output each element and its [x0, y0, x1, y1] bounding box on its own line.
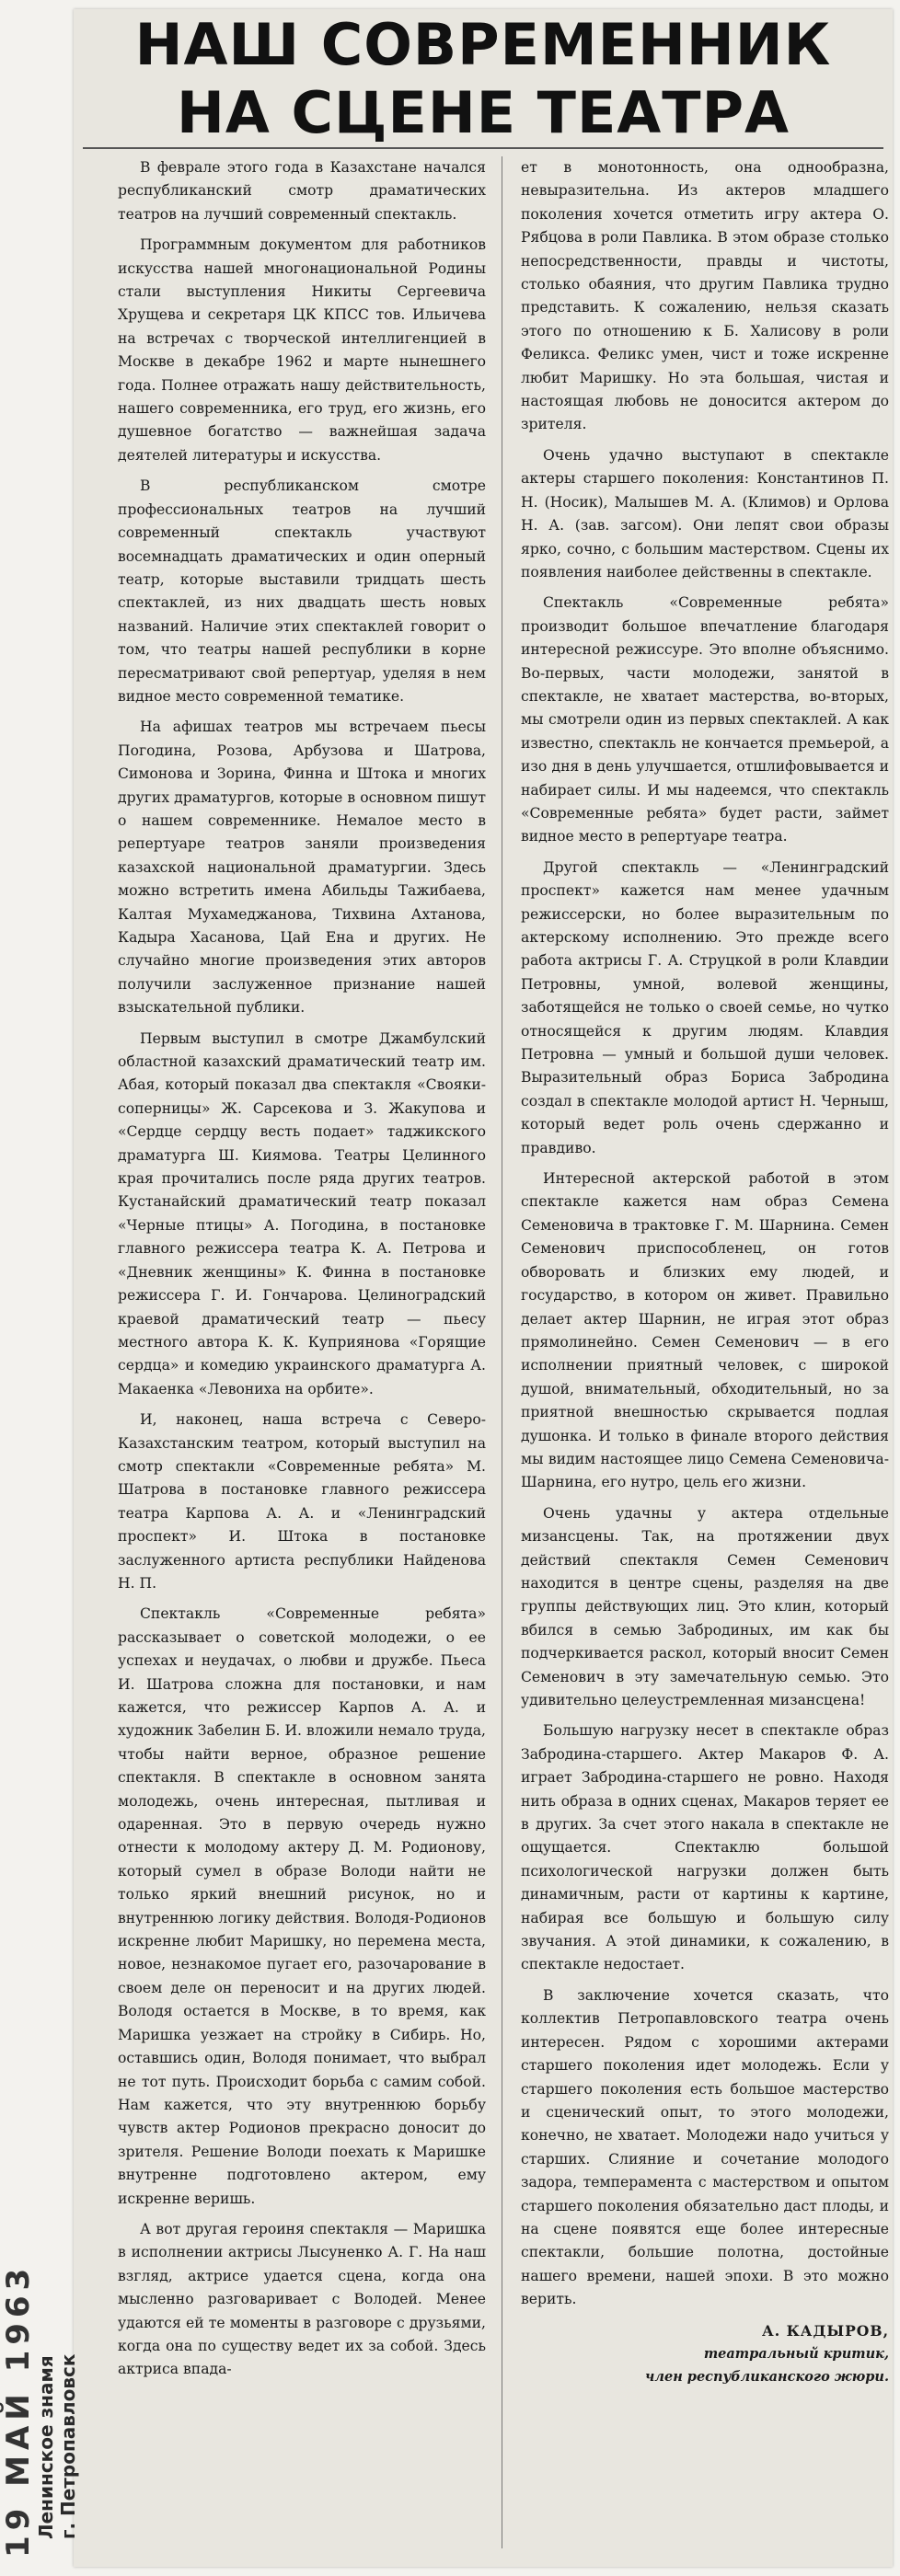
paragraph: А вот другая героиня спектакля — Маришка в исполнении актрисы Лысуненко А. Г. На наш взгляд, актрисе удается сцена, когда она мысленно разговаривает с Володей. Менее удаются ей те моменты в разговоре с друзьями, когда она по существу ведет их за собой. Здесь актриса впада- — [118, 2220, 486, 2378]
headline-line-2: НА СЦЕНЕ ТЕАТРА — [177, 79, 790, 146]
paragraph: Очень удачно выступают в спектакле актеры старшего поколения: Константинов П. Н. (Носик), Малышев М. А. (Климов) и Орлова Н. А. (зав. загсом). Они лепят свои образы ярко, сочно, с большим мастерством. Сцены их появления наиболее действенны в спектакле. — [521, 446, 889, 581]
author-role: театральный критик, — [703, 2345, 889, 2362]
newspaper-clipping — [74, 9, 893, 2567]
author-name: А. КАДЫРОВ, — [762, 2321, 889, 2340]
stamp-newspaper-name: Ленинское знамя — [35, 2355, 57, 2539]
headline-line-1: НАШ СОВРЕМЕННИК — [134, 11, 832, 78]
author-role: член республиканского жюри. — [644, 2369, 889, 2386]
library-stamp — [0, 1969, 79, 2558]
stamp-date: 19 МАЙ 1963 — [0, 2262, 37, 2558]
author-signature — [521, 2319, 889, 2389]
paragraph: В заключение хочется сказать, что коллектив Петропавловского театра очень интересен. Рядом с хорошими актерами старшего поколения идет молодежь. Если у старшего поколения есть большое мастерство и сценический опыт, то этого молодежи, конечно, не хватает. Молодежи надо учиться у старших. Слияние и сочетание молодого задора, темперамента с мастерством и опытом старшего поколения обязательно даст плоды, и на сцене появятся еще более интересные спектакли, большие полотна, достойные нашего времени, нашей эпохи. В это можно верить. — [521, 1986, 889, 2308]
article-column-1 — [118, 156, 486, 2389]
paragraph: ет в монотонность, она однообразна, невыразительна. Из актеров младшего поколения хочется отметить игру актера О. Рябцова в роли Павлика. В этом образе столько непосредственности, правды и чистоты, столько обаяния, что другим Павлика трудно представить. К сожалению, нельзя сказать этого по отношению к Б. Халисову в роли Феликса. Феликс умен, чист и тоже искренне любит Маришку. Но эта большая, чистая и настоящая любовь не доносится актером до зрителя. — [521, 159, 889, 433]
paragraph: Программным документом для работников искусства нашей многонациональной Родины стали выступления Никиты Сергеевича Хрущева и секретаря ЦК КПСС тов. Ильичева на встречах с творческой интеллигенцией в Москве в декабре 1962 и марте нынешнего года. Полнее отражать нашу действительность, нашего современника, его труд, его жизнь, его душевное богатство — важнейшая задача деятелей литературы и искусства. — [118, 236, 486, 464]
paragraph: Другой спектакль — «Ленинградский проспект» кажется нам менее удачным режиссерски, но более выразительным по актерскому исполнению. Это прежде всего работа актрисы Г. А. Струцкой в роли Клавдии Петровны, умной, волевой женщины, заботящейся не только о своей семье, но чутко относящейся к другим людям. Клавдия Петровна — умный и большой души человек. Выразительный образ Бориса Забродина создал в спектакле молодой артист Н. Черныш, который ведет роль очень сдержанно и правдиво. — [521, 858, 889, 1156]
headline-rule — [83, 147, 883, 149]
paragraph: Очень удачны у актера отдельные мизансцены. Так, на протяжении двух действий спектакля Семен Семенович находится в центре сцены, разделяя на две группы действующих лиц. Это клин, который вбился в семью Забродиных, им как бы подчеркивается раскол, который вносит Семен Семенович в эту замечательную семью. Это удивительно целеустремленная мизансцена! — [521, 1504, 889, 1708]
paragraph: Спектакль «Современные ребята» рассказывает о советской молодежи, о ее успехах и неудачах, о любви и дружбе. Пьеса И. Шатрова сложна для постановки, и нам кажется, что режиссер Карпов А. А. и художник Забелин Б. И. вложили немало труда, чтобы найти верное, образное решение спектакля. В спектакле в основном занята молодежь, очень интересная, пытливая и одаренная. Это в первую очередь нужно отнести к молодому актеру Д. М. Родионову, который сумел в образе Володи найти не только яркий внешний рисунок, но и внутреннюю логику действия. Володя-Родионов искренне любит Маришку, но перемена места, новое, незнакомое пугает его, разочарование в своем деле он переносит и на других людей. Володя остается в Москве, в то время, как Маришка уезжает на стройку в Сибирь. Но, оставшись один, Володя понимает, что выбрал не тот путь. Происходит борьба с самим собой. Нам кажется, что эту внутреннюю борьбу чувств актер Родионов прекрасно доносит до зрителя. Решение Володи поехать к Маришке внутренне подготовлено актером, ему искренне веришь. — [118, 1605, 486, 2207]
paragraph: В феврале этого года в Казахстане начался республиканский смотр драматических театров на лучший современный спектакль. — [118, 159, 486, 223]
paragraph: В республиканском смотре профессиональных театров на лучший современный спектакль участвуют восемнадцать драматических и один оперный театр, которые выставили тридцать шесть спектаклей, из них двадцать шесть новых названий. Наличие этих спектаклей говорит о том, что театры нашей республики в корне пересматривают свой репертуар, уделяя в нем видное место современной тематике. — [118, 477, 486, 705]
article-column-2 — [521, 156, 889, 2389]
paragraph: И, наконец, наша встреча с Северо-Казахстанским театром, который выступил на смотр спектакли «Современные ребята» М. Шатрова в постановке главного режиссера театра Карпова А. А. и «Ленинградский проспект» И. Штока в постановке заслуженного артиста республики Найденова Н. П. — [118, 1411, 486, 1592]
paragraph: Спектакль «Современные ребята» производит большое впечатление благодаря интересной режиссуре. Это вполне объяснимо. Во-первых, части молодежи, занятой в спектакле, не хватает мастерства, во-вторых, мы смотрели один из первых спектаклей. А как известно, спектакль не кончается премьерой, а изо дня в день улучшается, отшлифовывается и набирает силы. И мы надеемся, что спектакль «Современные ребята» будет расти, займет видное место в репертуаре театра. — [521, 594, 889, 845]
paragraph: На афишах театров мы встречаем пьесы Погодина, Розова, Арбузова и Шатрова, Симонова и Зорина, Финна и Штока и многих других драматургов, которые в основном пишут о нашем современнике. Немалое место в репертуаре театров заняли произведения казахской национальной драматургии. Здесь можно встретить имена Абильды Тажибаева, Калтая Мухамеджанова, Тихвина Ахтанова, Кадыра Хасанова, Цай Ена и других. Не случайно многие произведения этих авторов получили заслуженное признание нашей взыскательной публики. — [118, 719, 486, 1017]
stamp-city: г. Петропавловск — [57, 2353, 79, 2539]
paragraph: Интересной актерской работой в этом спектакле кажется нам образ Семена Семеновича в трактовке Г. М. Шарнина. Семен Семенович приспособленец, он готов обворовать и близких ему людей, и государство, в котором он живет. Правильно делает актер Шарнин, не играя этот образ прямолинейно. Семен Семенович — в его исполнении приятный человек, с широкой душой, внимательный, обходительный, но за приятной внешностью скрывается подлая душонка. И только в финале второго действия мы видим настоящее лицо Семена Семеновича-Шарнина, его нутро, цель его жизни. — [521, 1170, 889, 1491]
paragraph: Большую нагрузку несет в спектакле образ Забродина-старшего. Актер Макаров Ф. А. играет Забродина-старшего не ровно. Находя нить образа в одних сценах, Макаров теряет ее в других. За счет этого накала в спектакле не ощущается. Спектаклю большой психологической нагрузки должен быть динамичным, расти от картины к картине, набирая все большую и большую силу звучания. А этой динамики, к сожалению, в спектакле недостает. — [521, 1722, 889, 1973]
paragraph: Первым выступил в смотре Джамбулский областной казахский драматический театр им. Абая, который показал два спектакля «Свояки-соперницы» Ж. Сарсекова и З. Жакупова и «Сердце сердцу весть подает» таджикского драматурга Ш. Киямова. Театры Целинного края прочитались после ряда других театров. Кустанайский драматический театр показал «Черные птицы» А. Погодина, в постановке главного режиссера театра К. А. Петрова и «Дневник женщины» К. Финна в постановке режиссера Г. И. Гончарова. Целиноградский краевой драматический театр — пьесу местного автора К. К. Куприянова «Горящие сердца» и комедию украинского драматурга А. Макаенка «Левониха на орбите». — [118, 1029, 486, 1397]
